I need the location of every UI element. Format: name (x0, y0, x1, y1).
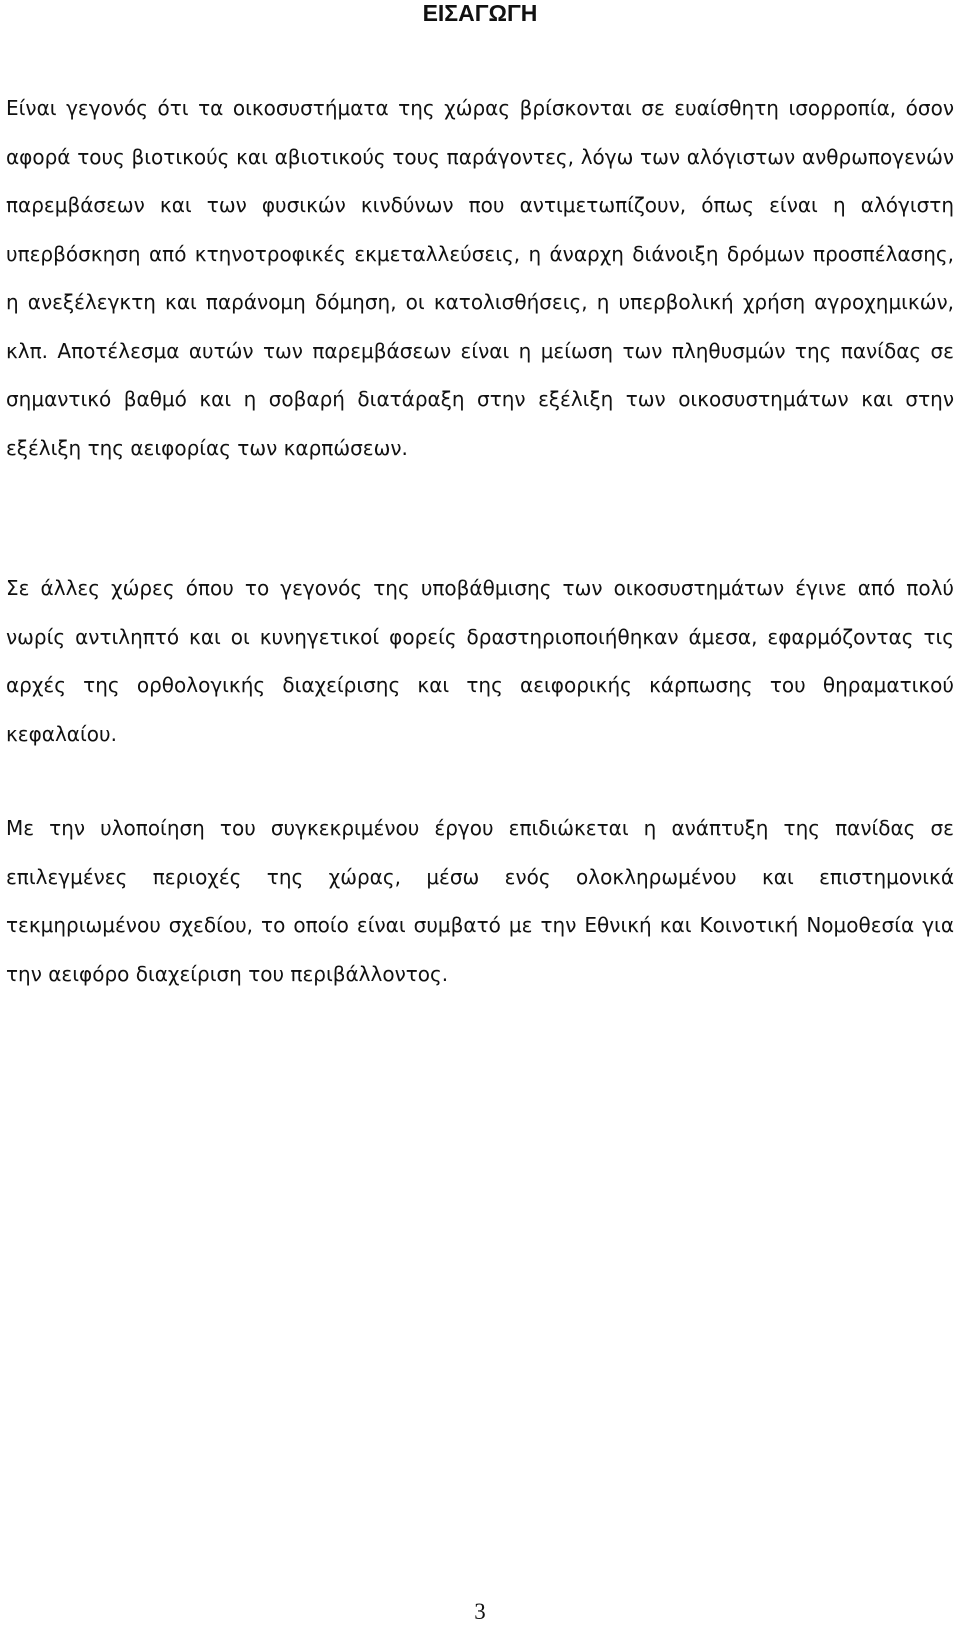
page-number: 3 (474, 1599, 486, 1624)
paragraph-other-countries: Σε άλλες χώρες όπου το γεγονός της υποβάθμισης των οικοσυστημάτων έγινε από πολύ νωρίς αντιληπτό και οι κυνηγετικοί φορείς δραστηριοποιήθηκαν άμεσα, εφαρμόζοντας τις αρχές της ορθολογικής διαχείρισης και της αειφορικής κάρπωσης του θηραματικού κεφαλαίου. (6, 576, 954, 746)
document-title: ΕΙΣΑΓΩΓΗ (422, 0, 538, 26)
paragraph-project-goal: Με την υλοποίηση του συγκεκριμένου έργου επιδιώκεται η ανάπτυξη της πανίδας σε επιλεγμένες περιοχές της χώρας, μέσω ενός ολοκληρωμένου και επιστημονικά τεκμηριωμένου σχεδίου, το οποίο είναι συμβατό με την Εθνική και Κοινοτική Νομοθεσία για την αειφόρο διαχείριση του περιβάλλοντος. (6, 816, 954, 986)
paragraph-intro: Είναι γεγονός ότι τα οικοσυστήματα της χώρας βρίσκονται σε ευαίσθητη ισορροπία, όσον αφορά τους βιοτικούς και αβιοτικούς τους παράγοντες, λόγω των αλόγιστων ανθρωπογενών παρεμβάσεων και των φυσικών κινδύνων που αντιμετωπίζουν, όπως είναι η αλόγιστη υπερβόσκηση από κτηνοτροφικές εκμεταλλεύσεις, η άναρχη διάνοιξη δρόμων προσπέλασης, η ανεξέλεγκτη και παράνομη δόμηση, οι κατολισθήσεις, η υπερβολική χρήση αγροχημικών, κλπ. Αποτέλεσμα αυτών των παρεμβάσεων είναι η μείωση των πληθυσμών της πανίδας σε σημαντικό βαθμό και η σοβαρή διατάραξη στην εξέλιξη των οικοσυστημάτων και στην εξέλιξη της αειφορίας των καρπώσεων. (6, 96, 954, 460)
